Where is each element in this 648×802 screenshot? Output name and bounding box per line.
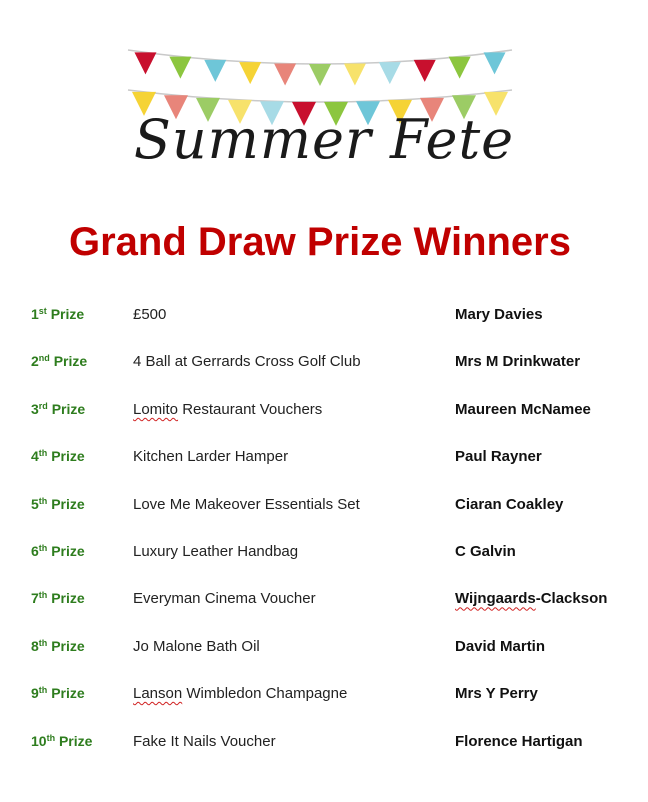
summer-fete-logo: Summer Fete xyxy=(133,108,515,171)
bunting-flag xyxy=(169,57,191,79)
prize-rank: 3rd Prize xyxy=(31,400,86,417)
spellcheck-word: Lanson xyxy=(133,685,183,703)
prize-item: 4 Ball at Gerrards Cross Golf Club xyxy=(133,353,361,371)
prize-item: Love Me Makeover Essentials Set xyxy=(133,495,360,513)
prize-winner: Ciaran Coakley xyxy=(455,495,564,513)
bunting-flag xyxy=(274,64,296,86)
prize-row xyxy=(0,434,648,481)
bunting-flag xyxy=(379,62,401,84)
prize-rank: 7th Prize xyxy=(31,590,85,607)
bunting-flag xyxy=(344,64,366,86)
prize-winner: C Galvin xyxy=(455,542,516,560)
prize-item: Luxury Leather Handbag xyxy=(133,542,299,560)
prize-item: Jo Malone Bath Oil xyxy=(133,637,260,655)
bunting-flag xyxy=(134,52,156,74)
prize-rank: 10th Prize xyxy=(31,732,93,749)
prize-winner: Mrs M Drinkwater xyxy=(455,353,581,371)
prize-winner: Wijngaards-Clackson xyxy=(455,590,608,608)
prize-row xyxy=(0,482,648,529)
prize-winner: Maureen McNamee xyxy=(455,400,591,418)
spellcheck-word: Wijngaards xyxy=(455,590,536,608)
prize-winner: Mrs Y Perry xyxy=(455,685,538,703)
prize-row xyxy=(0,719,648,766)
prize-item: Lanson Wimbledon Champagne xyxy=(133,685,348,703)
prize-row xyxy=(0,529,648,576)
prize-winner: Paul Rayner xyxy=(455,448,542,466)
prize-rank: 8th Prize xyxy=(31,637,85,654)
prize-winner: Florence Hartigan xyxy=(455,732,583,750)
prize-row xyxy=(0,576,648,623)
prize-row xyxy=(0,387,648,434)
bunting-flag xyxy=(414,60,436,82)
prize-row xyxy=(0,292,648,339)
bunting-flag xyxy=(309,64,331,86)
prize-rank: 1st Prize xyxy=(31,306,85,322)
prize-item: £500 xyxy=(133,306,167,323)
spellcheck-word: Lomito xyxy=(133,400,179,418)
prize-winner: David Martin xyxy=(455,637,546,655)
prize-item: Fake It Nails Voucher xyxy=(133,732,276,750)
bunting-flag xyxy=(239,62,261,84)
prize-item: Kitchen Larder Hamper xyxy=(133,448,289,466)
prize-row xyxy=(0,671,648,718)
prize-rank: 4th Prize xyxy=(31,448,85,465)
prize-row xyxy=(0,339,648,386)
prize-item: Everyman Cinema Voucher xyxy=(133,590,316,608)
prize-list xyxy=(0,292,648,766)
prize-row xyxy=(0,624,648,671)
bunting-flag xyxy=(204,60,226,82)
prize-rank: 6th Prize xyxy=(31,542,85,559)
prize-rank: 5th Prize xyxy=(31,495,85,512)
bunting-flag xyxy=(484,52,506,74)
prize-item: Lomito Restaurant Vouchers xyxy=(133,400,323,418)
prize-rank: 2nd Prize xyxy=(31,353,88,370)
bunting-flag xyxy=(449,57,471,79)
page-title: Grand Draw Prize Winners xyxy=(69,220,571,264)
prize-winner: Mary Davies xyxy=(455,306,543,323)
prize-rank: 9th Prize xyxy=(31,685,85,702)
